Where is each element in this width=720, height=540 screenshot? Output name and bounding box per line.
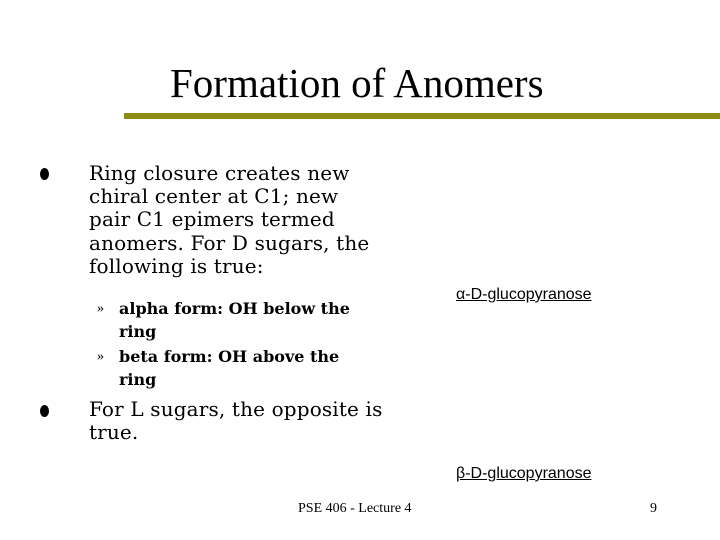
slide-footer: PSE 406 - Lecture 4: [298, 501, 412, 516]
bullet-marker: [40, 168, 49, 180]
title-divider: [124, 113, 720, 119]
sub-bullet-marker: »: [97, 301, 104, 316]
sub-bullet-marker: »: [97, 349, 104, 364]
sub-bullet-1-text: alpha form: OH below the ring: [119, 299, 350, 341]
page-number: 9: [650, 501, 657, 516]
bullet-marker: [40, 405, 49, 417]
sub-bullet-2-text: beta form: OH above the ring: [119, 347, 340, 389]
beta-glucopyranose-caption: β-D-glucopyranose: [456, 465, 592, 482]
bullet-1-text: Ring closure creates new chiral center at C1; new pair C1 epimers termed anomers. For D sugars, the following is true:: [89, 161, 370, 278]
bullet-2-text: For L sugars, the opposite is true.: [89, 397, 383, 445]
slide-title: Formation of Anomers: [170, 60, 544, 106]
alpha-glucopyranose-caption: α-D-glucopyranose: [456, 286, 592, 303]
